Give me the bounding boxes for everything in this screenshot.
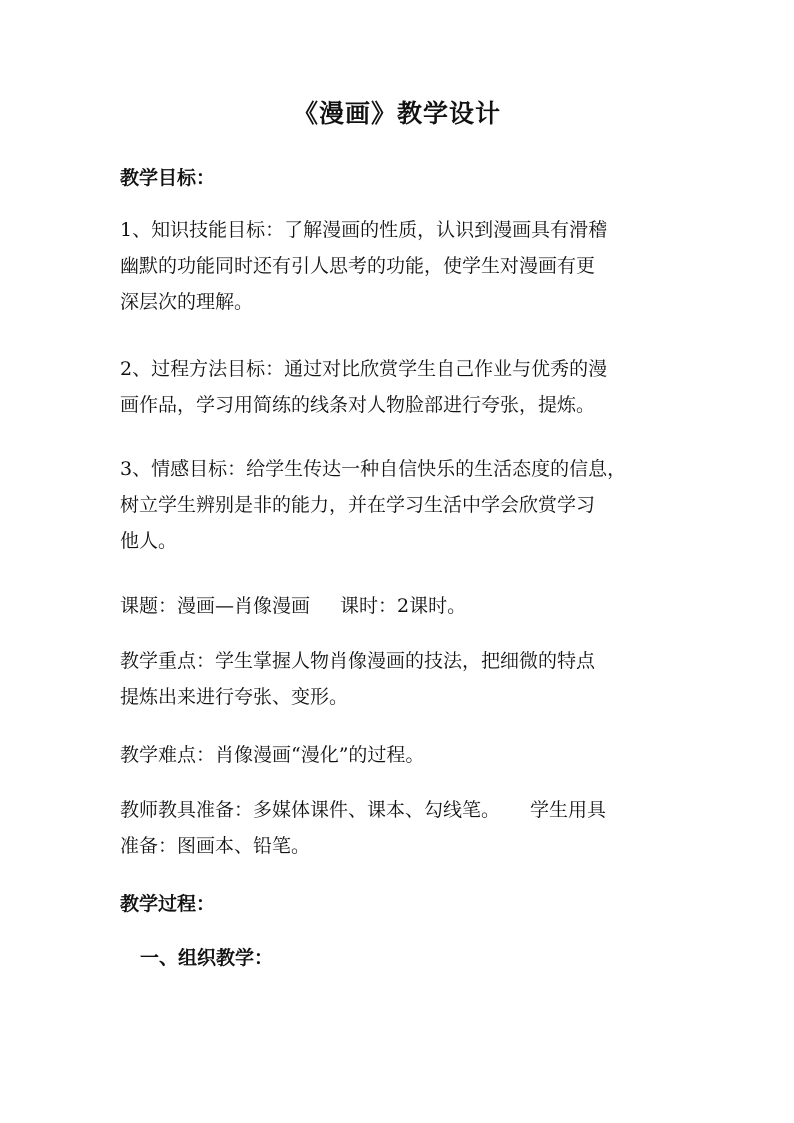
objective-2-line: 画作品，学习用简练的线条对人物脸部进行夸张，提炼。 bbox=[120, 394, 596, 416]
preparation-paragraph bbox=[120, 792, 700, 864]
objective-1-line: 1、知识技能目标：了解漫画的性质，认识到漫画具有滑稽 bbox=[120, 219, 608, 241]
objective-1-paragraph bbox=[120, 212, 700, 320]
objective-2-line: 2、过程方法目标：通过对比欣赏学生自己作业与优秀的漫 bbox=[120, 358, 608, 380]
objective-2-paragraph bbox=[120, 351, 700, 423]
objective-3-line: 3、情感目标：给学生传达一种自信快乐的生活态度的信息， bbox=[120, 458, 627, 480]
topic-line bbox=[120, 588, 700, 624]
student-prep-text: 学生用具 bbox=[530, 799, 607, 821]
key-point-line: 提炼出来进行夸张、变形。 bbox=[120, 686, 349, 708]
objective-3-paragraph bbox=[120, 451, 700, 559]
objectives-heading: 教学目标： bbox=[120, 167, 216, 189]
process-heading: 教学过程： bbox=[120, 893, 216, 915]
teacher-prep-text: 教师教具准备：多媒体课件、课本、勾线笔。 bbox=[120, 799, 501, 821]
topic-text: 课题：漫画—肖像漫画 bbox=[120, 595, 311, 617]
preparation-line: 准备：图画本、铅笔。 bbox=[120, 835, 311, 857]
preparation-line bbox=[120, 792, 700, 828]
hours-text: 课时：2课时。 bbox=[340, 595, 467, 617]
key-point-line: 教学重点：学生掌握人物肖像漫画的技法，把细微的特点 bbox=[120, 650, 596, 672]
difficulty-line: 教学难点：肖像漫画“漫化”的过程。 bbox=[120, 744, 425, 766]
document-title: 《漫画》教学设计 bbox=[292, 99, 501, 128]
objective-3-line: 树立学生辨别是非的能力，并在学习生活中学会欣赏学习 bbox=[120, 494, 596, 516]
key-point-paragraph bbox=[120, 643, 700, 715]
objective-1-line: 幽默的功能同时还有引人思考的功能，使学生对漫画有更 bbox=[120, 255, 596, 277]
objective-1-line: 深层次的理解。 bbox=[120, 291, 254, 313]
section-1-heading: 一、组织教学： bbox=[140, 947, 274, 969]
objective-3-line: 他人。 bbox=[120, 530, 178, 552]
